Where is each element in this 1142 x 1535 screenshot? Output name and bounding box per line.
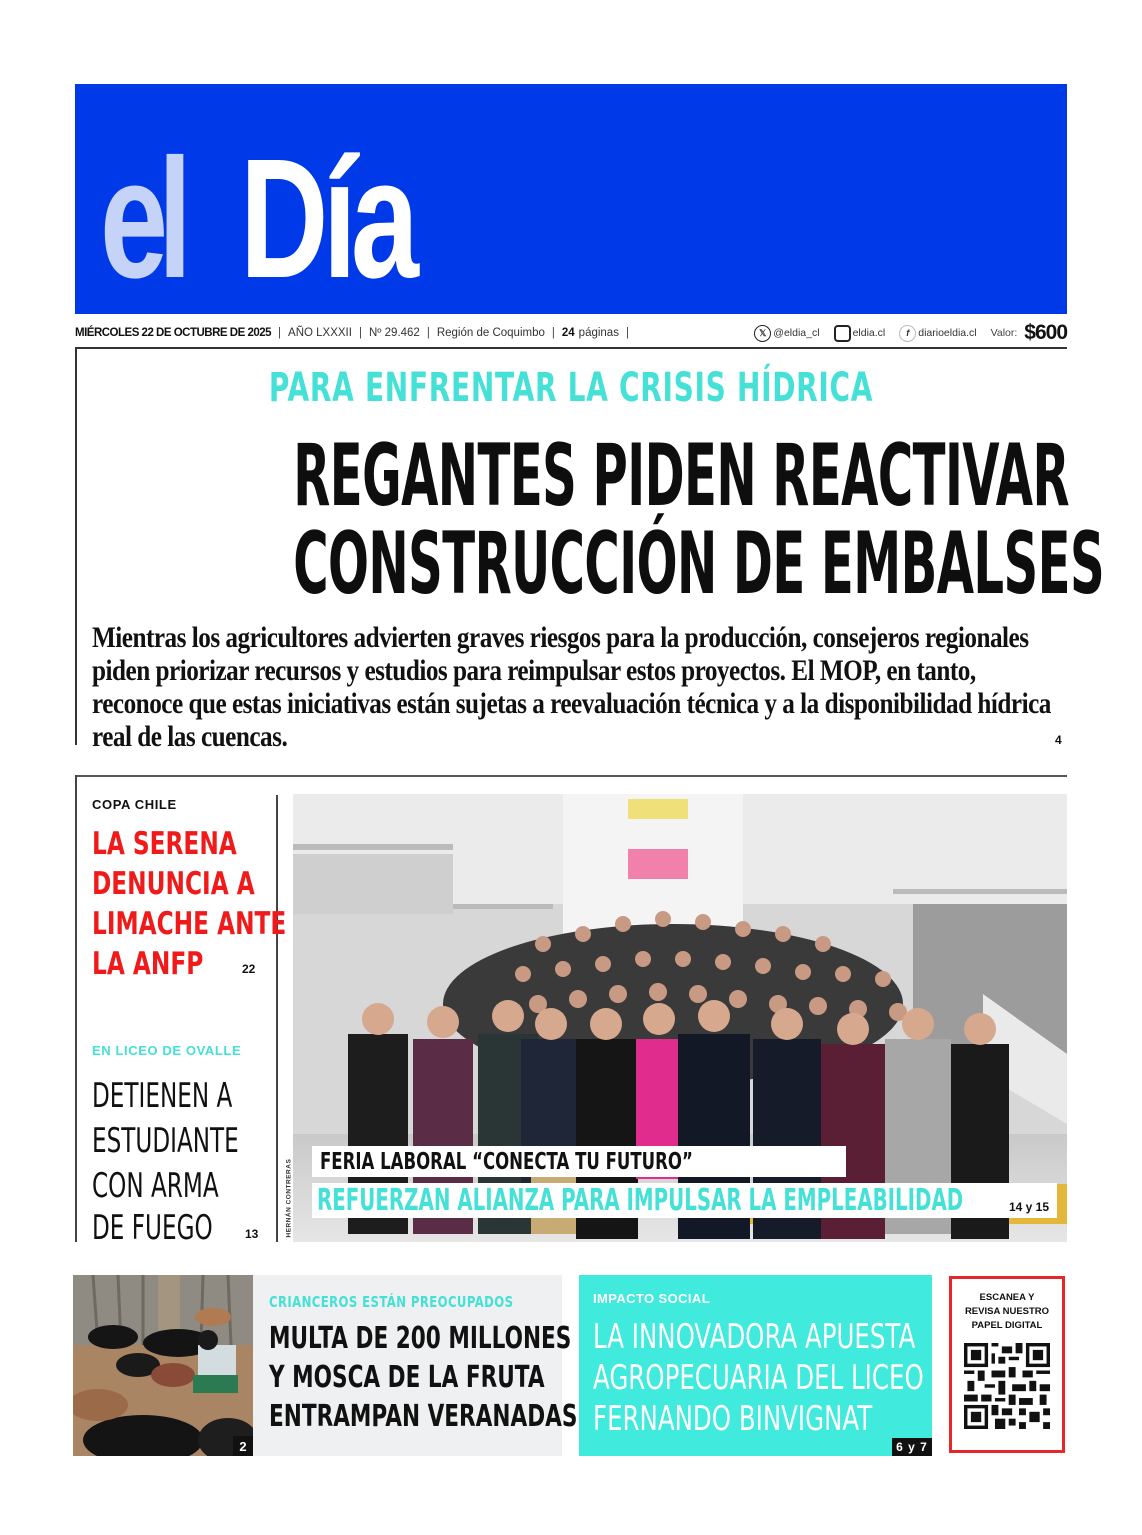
lead-kicker: PARA ENFRENTAR LA CRISIS HÍDRICA bbox=[268, 365, 874, 411]
story-headline-line: MULTA DE 200 MILLONES bbox=[269, 1321, 572, 1356]
goats-photo[interactable] bbox=[73, 1275, 253, 1456]
separator: | bbox=[426, 327, 430, 339]
qr-promo-line: PAPEL DIGITAL bbox=[971, 1320, 1043, 1331]
story-headline-line: LIMACHE ANTE bbox=[92, 906, 287, 942]
story-headline-line: ESTUDIANTE bbox=[92, 1121, 239, 1161]
story-headline-line: DE FUEGO bbox=[92, 1208, 213, 1248]
story-crianceros[interactable] bbox=[253, 1275, 578, 1456]
story-headline-line: DENUNCIA A bbox=[92, 866, 255, 902]
masthead bbox=[75, 84, 1067, 314]
facebook-handle: diarioeldia.cl bbox=[918, 327, 977, 339]
issue-year: AÑO LXXXII bbox=[288, 327, 352, 339]
story-headline-line: LA INNOVADORA APUESTA bbox=[593, 1317, 916, 1357]
photo-credit-text: HERNÁN CONTRERAS bbox=[285, 1158, 293, 1238]
story-headline-line: Y MOSCA DE LA FRUTA bbox=[269, 1360, 545, 1395]
divider bbox=[75, 347, 77, 745]
qr-promo[interactable] bbox=[949, 1276, 1065, 1453]
divider bbox=[75, 347, 1067, 349]
eldia-logo[interactable] bbox=[100, 124, 481, 314]
page-count: 24 bbox=[561, 327, 575, 339]
qr-promo-text bbox=[952, 1291, 1062, 1333]
story-headline-line: LA ANFP bbox=[92, 946, 204, 982]
price: $600 bbox=[1024, 321, 1067, 344]
lead-summary: Mientras los agricultores advierten graves riesgos para la producción, consejeros regionales piden priorizar recursos y estudios para reimpulsar estos proyectos. El MOP, en tanto, reconoce que estas iniciativas están sujetas a reevaluación técnica y a la disponibilidad hídrica real de las cuencas. bbox=[92, 621, 1051, 753]
story-page-ref: 22 bbox=[242, 962, 256, 976]
x-icon: 𝕏 bbox=[754, 325, 771, 342]
issue-date: MIÉRCOLES 22 DE OCTUBRE DE 2025 bbox=[75, 327, 272, 339]
qr-promo-line: REVISA NUESTRO bbox=[964, 1306, 1050, 1317]
story-headline-line: CON ARMA bbox=[92, 1166, 219, 1206]
story-label-copa-chile: COPA CHILE bbox=[92, 797, 177, 812]
story-headline-line: AGROPECUARIA DEL LICEO bbox=[593, 1358, 924, 1398]
lead-headline-line-2[interactable]: CONSTRUCCIÓN DE EMBALSES bbox=[293, 514, 1105, 614]
story-page-ref: 2 bbox=[233, 1436, 253, 1456]
qr-code-icon[interactable] bbox=[964, 1343, 1050, 1429]
separator: | bbox=[625, 327, 629, 339]
logo-prefix: el bbox=[100, 124, 182, 314]
issue-number: Nº 29.462 bbox=[368, 327, 420, 339]
story-label: IMPACTO SOCIAL bbox=[593, 1291, 711, 1306]
instagram-handle: eldia.cl bbox=[852, 327, 886, 339]
story-label-liceo-ovalle: EN LICEO DE OVALLE bbox=[92, 1043, 242, 1058]
story-headline-line: DETIENEN A bbox=[92, 1076, 233, 1116]
photo-story-page-ref: 14 y 15 bbox=[1008, 1200, 1049, 1214]
social-facebook[interactable] bbox=[899, 325, 976, 342]
dateline bbox=[75, 322, 1067, 344]
facebook-icon: f bbox=[899, 325, 916, 342]
qr-promo-line: ESCANEA Y bbox=[979, 1292, 1035, 1303]
separator: | bbox=[278, 327, 282, 339]
story-label: CRIANCEROS ESTÁN PREOCUPADOS bbox=[269, 1293, 514, 1311]
instagram-icon bbox=[834, 325, 851, 342]
x-handle: @eldia_cl bbox=[773, 327, 820, 339]
photo-story-kicker bbox=[312, 1146, 846, 1177]
photo-credit bbox=[280, 1158, 293, 1243]
lead-headline-line-1[interactable]: REGANTES PIDEN REACTIVAR bbox=[293, 426, 1069, 526]
social-x[interactable] bbox=[754, 325, 819, 342]
photo-story-headline[interactable] bbox=[312, 1183, 1057, 1218]
separator: | bbox=[358, 327, 362, 339]
separator: | bbox=[551, 327, 555, 339]
social-links bbox=[754, 322, 1067, 344]
social-instagram[interactable] bbox=[834, 325, 886, 342]
story-impacto-social[interactable] bbox=[579, 1275, 932, 1456]
photo-story-headline-text: REFUERZAN ALIANZA PARA IMPULSAR LA EMPLEABILIDAD bbox=[317, 1183, 964, 1218]
goats-photo-illustration bbox=[73, 1275, 253, 1456]
story-headline-line: ENTRAMPAN VERANADAS bbox=[269, 1399, 578, 1434]
lead-page-ref: 4 bbox=[1055, 733, 1062, 747]
logo-main: Día bbox=[240, 124, 414, 314]
story-headline-line: LA SERENA bbox=[92, 826, 237, 862]
story-headline-line: FERNANDO BINVIGNAT bbox=[593, 1399, 873, 1439]
story-page-ref: 13 bbox=[245, 1227, 259, 1241]
page-count-label: páginas bbox=[578, 327, 619, 339]
price-label: Valor: bbox=[990, 327, 1018, 339]
divider bbox=[75, 775, 77, 1242]
column-divider bbox=[276, 795, 278, 1242]
divider bbox=[75, 775, 1067, 777]
issue-region: Región de Coquimbo bbox=[436, 327, 545, 339]
photo-story-kicker-text: FERIA LABORAL “CONECTA TU FUTURO” bbox=[320, 1148, 693, 1175]
story-page-ref: 6 y 7 bbox=[892, 1438, 932, 1456]
